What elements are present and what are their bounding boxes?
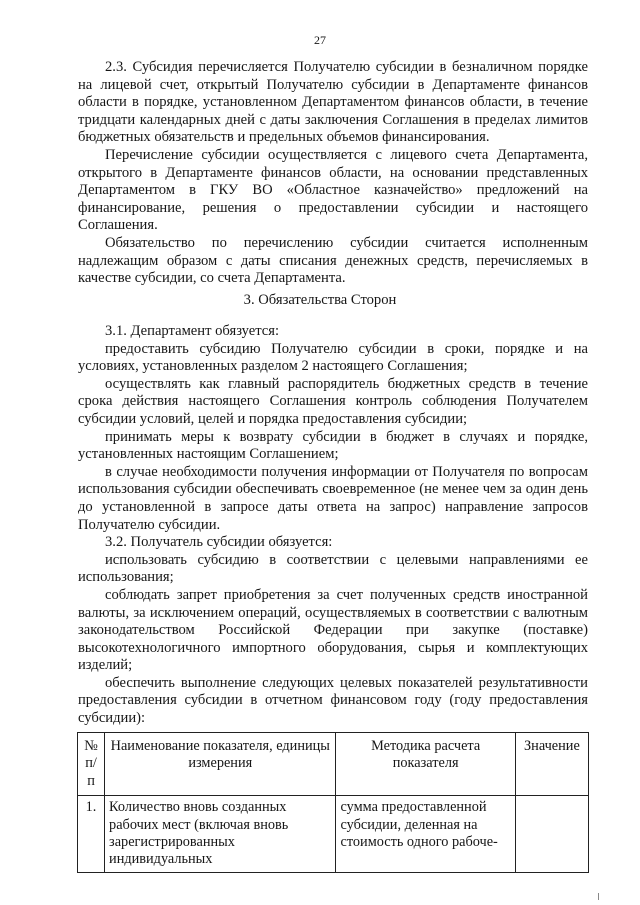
cell-number: 1. [78, 796, 105, 873]
header-number: № п/п [78, 733, 105, 796]
paragraph-transfer: Перечисление субсидии осуществляется с лицевого счета Департамента, открытого в Департаменте финансов области, на основании представленных Департаментом в ГКУ ВО «Областное казначейство» предложений на финансирование, решения о предоставлении субсидии и настоящего Соглашения. [78, 146, 588, 234]
paragraph-3-2: 3.2. Получатель субсидии обязуется: [105, 534, 333, 551]
paragraph-3-1: 3.1. Департамент обязуется: [105, 323, 280, 339]
cell-indicator-name: Количество вновь созданных рабочих мест (включая вновь зарегистрированных индивидуальных [105, 796, 336, 873]
paragraph-return-measures: принимать меры к возврату субсидии в бюджет в случаях и порядке, установленных настоящим Соглашением; [78, 428, 588, 463]
paragraph-target-indicators: обеспечить выполнение следующих целевых показателей результативности предоставления субсидии в отчетном финансовом году (году предоставления субсидии): [78, 674, 588, 727]
paragraph-currency-ban: соблюдать запрет приобретения за счет полученных средств иностранной валюты, за исключением операций, осуществляемых в соответствии с валютным законодательством Российской Федерации при закупке (поставке) высокотехнологичного импортного оборудования, сырья и комплектующих изделий; [78, 586, 588, 674]
paragraph-information-requests: в случае необходимости получения информации от Получателя по вопросам использования субсидии обеспечивать своевременное (не менее чем за один день до установленной в запросе даты ответа на запрос) направление запросов Получателю субсидии. [78, 463, 588, 533]
paragraph-provide-subsidy: предоставить субсидию Получателю субсидии в сроки, порядке и на условиях, установленных разделом 2 настоящего Соглашения; [78, 340, 588, 375]
section-3-text [78, 323, 588, 728]
header-value: Значение [515, 733, 588, 796]
header-calculation-method: Методика расчета показателя [336, 733, 515, 796]
paragraph-2-3: 2.3. Субсидия перечисляется Получателю субсидии в безналичном порядке на лицевой счет, открытый Получателю субсидии в Департаменте финансов области в порядке, установленном Департаментом финансов области, в течение тридцати календарных дней с даты заключения Соглашения в пределах лимитов бюджетных обязательств и предельных объемов финансирования. [78, 59, 588, 146]
paragraph-obligation-fulfilled: Обязательство по перечислению субсидии считается исполненным надлежащим образом с даты списания денежных средств, перечисляемых в качестве субсидии, со счета Департамента. [78, 234, 588, 287]
header-indicator-name: Наименование показателя, единицы измерения [105, 733, 336, 796]
section-heading: 3. Обязательства Сторон [243, 292, 397, 308]
cell-value [515, 796, 588, 873]
table-header-row [78, 733, 589, 796]
indicators-table [77, 732, 589, 873]
table-row [78, 796, 589, 873]
section-2-3-text [78, 59, 588, 288]
cell-calculation-method: сумма предоставленной субсидии, деленная на стоимость одного рабоче- [336, 796, 515, 873]
page-number: 27 [314, 33, 326, 47]
paragraph-use-subsidy: использовать субсидию в соответствии с целевыми направлениями ее использования; [78, 551, 588, 586]
scan-margin-mark [598, 893, 599, 900]
paragraph-control: осуществлять как главный распорядитель бюджетных средств в течение срока действия настоящего Соглашения контроль соблюдения Получателем субсидии условий, целей и порядка предоставления субсидии; [78, 375, 588, 427]
